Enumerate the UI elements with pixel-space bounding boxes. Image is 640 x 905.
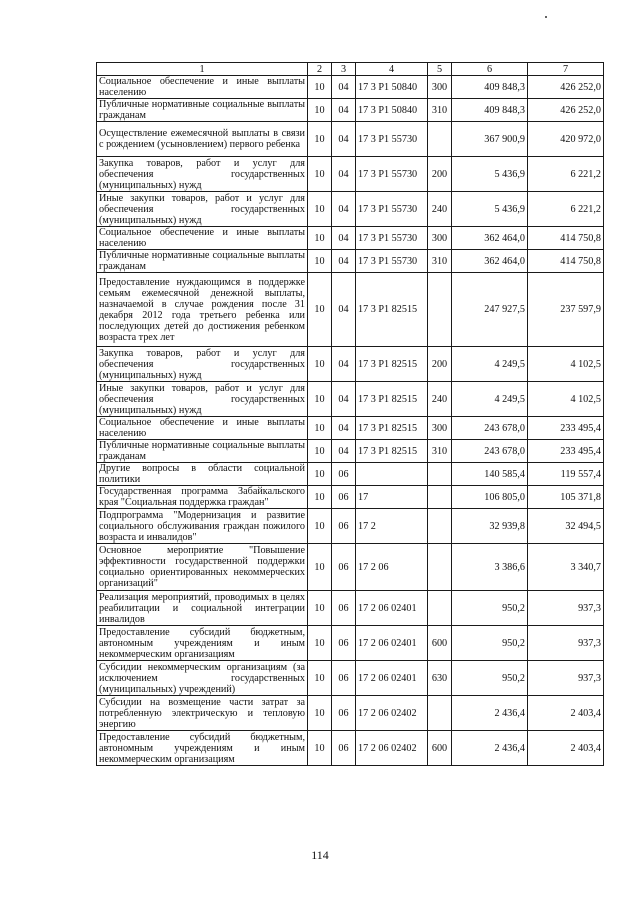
expense-type-code: 600 — [428, 626, 452, 661]
header-cell: 2 — [308, 63, 332, 76]
row-name: Публичные нормативные социальные выплаты гражданам — [97, 99, 308, 122]
amount-year-2: 105 371,8 — [528, 486, 604, 509]
expense-type-code: 240 — [428, 192, 452, 227]
amount-year-2: 414 750,8 — [528, 250, 604, 273]
target-article-code: 17 3 P1 55730 — [356, 192, 428, 227]
target-article-code: 17 2 06 — [356, 544, 428, 591]
target-article-code: 17 3 P1 82515 — [356, 417, 428, 440]
target-article-code: 17 3 P1 55730 — [356, 122, 428, 157]
table-row — [97, 417, 604, 440]
expense-type-code — [428, 696, 452, 731]
table-row — [97, 731, 604, 766]
row-name: Предоставление субсидий бюджетным, автономным учреждениям и иным некоммерческим организациям — [97, 731, 308, 766]
row-name: Публичные нормативные социальные выплаты гражданам — [97, 440, 308, 463]
amount-year-1: 4 249,5 — [452, 347, 528, 382]
scan-speck — [545, 16, 547, 18]
expense-type-code: 300 — [428, 227, 452, 250]
amount-year-1: 409 848,3 — [452, 99, 528, 122]
table-row — [97, 509, 604, 544]
expense-type-code — [428, 122, 452, 157]
table-row — [97, 227, 604, 250]
expense-type-code: 200 — [428, 347, 452, 382]
subsection-code: 06 — [332, 591, 356, 626]
section-code: 10 — [308, 440, 332, 463]
table-row — [97, 463, 604, 486]
row-name: Подпрограмма "Модернизация и развитие социального обслуживания граждан пожилого возраста и инвалидов" — [97, 509, 308, 544]
amount-year-1: 106 805,0 — [452, 486, 528, 509]
row-name: Иные закупки товаров, работ и услуг для обеспечения государственных (муниципальных) нужд — [97, 192, 308, 227]
table-row — [97, 486, 604, 509]
target-article-code: 17 — [356, 486, 428, 509]
amount-year-1: 243 678,0 — [452, 440, 528, 463]
target-article-code: 17 3 P1 50840 — [356, 99, 428, 122]
amount-year-1: 362 464,0 — [452, 250, 528, 273]
header-cell: 3 — [332, 63, 356, 76]
section-code: 10 — [308, 696, 332, 731]
amount-year-1: 2 436,4 — [452, 731, 528, 766]
table-row — [97, 544, 604, 591]
row-name: Публичные нормативные социальные выплаты гражданам — [97, 250, 308, 273]
row-name: Основное мероприятие "Повышение эффективности государственной поддержки социально ориентированных некоммерческих организаций" — [97, 544, 308, 591]
section-code: 10 — [308, 731, 332, 766]
subsection-code: 06 — [332, 696, 356, 731]
subsection-code: 06 — [332, 731, 356, 766]
target-article-code: 17 3 P1 82515 — [356, 347, 428, 382]
row-name: Субсидии некоммерческим организациям (за исключением государственных (муниципальных) учреждений) — [97, 661, 308, 696]
table-header-row — [97, 63, 604, 76]
subsection-code: 04 — [332, 99, 356, 122]
subsection-code: 06 — [332, 544, 356, 591]
subsection-code: 04 — [332, 273, 356, 347]
table-row — [97, 591, 604, 626]
row-name: Иные закупки товаров, работ и услуг для обеспечения государственных (муниципальных) нужд — [97, 382, 308, 417]
section-code: 10 — [308, 544, 332, 591]
table-row — [97, 661, 604, 696]
header-cell: 4 — [356, 63, 428, 76]
subsection-code: 04 — [332, 440, 356, 463]
section-code: 10 — [308, 382, 332, 417]
expense-type-code: 300 — [428, 76, 452, 99]
table-row — [97, 76, 604, 99]
amount-year-2: 2 403,4 — [528, 731, 604, 766]
amount-year-2: 6 221,2 — [528, 157, 604, 192]
page-number: 114 — [311, 848, 329, 862]
amount-year-1: 140 585,4 — [452, 463, 528, 486]
row-name: Предоставление субсидий бюджетным, автономным учреждениям и иным некоммерческим организациям — [97, 626, 308, 661]
table-row — [97, 122, 604, 157]
amount-year-1: 32 939,8 — [452, 509, 528, 544]
expense-type-code — [428, 463, 452, 486]
row-name: Социальное обеспечение и иные выплаты населению — [97, 76, 308, 99]
subsection-code: 04 — [332, 417, 356, 440]
subsection-code: 04 — [332, 227, 356, 250]
amount-year-2: 937,3 — [528, 661, 604, 696]
amount-year-1: 5 436,9 — [452, 157, 528, 192]
subsection-code: 04 — [332, 76, 356, 99]
amount-year-2: 2 403,4 — [528, 696, 604, 731]
amount-year-2: 4 102,5 — [528, 382, 604, 417]
expense-type-code — [428, 273, 452, 347]
target-article-code: 17 3 P1 55730 — [356, 227, 428, 250]
amount-year-1: 367 900,9 — [452, 122, 528, 157]
subsection-code: 06 — [332, 463, 356, 486]
header-cell: 7 — [528, 63, 604, 76]
row-name: Реализация мероприятий, проводимых в целях реабилитации и социальной интеграции инвалидов — [97, 591, 308, 626]
table-row — [97, 696, 604, 731]
table-row — [97, 250, 604, 273]
amount-year-2: 414 750,8 — [528, 227, 604, 250]
amount-year-2: 6 221,2 — [528, 192, 604, 227]
row-name: Государственная программа Забайкальского края "Социальная поддержка граждан" — [97, 486, 308, 509]
amount-year-2: 32 494,5 — [528, 509, 604, 544]
amount-year-1: 243 678,0 — [452, 417, 528, 440]
section-code: 10 — [308, 626, 332, 661]
subsection-code: 06 — [332, 509, 356, 544]
amount-year-2: 4 102,5 — [528, 347, 604, 382]
expense-type-code: 300 — [428, 417, 452, 440]
expense-type-code: 310 — [428, 250, 452, 273]
section-code: 10 — [308, 192, 332, 227]
expense-type-code — [428, 486, 452, 509]
section-code: 10 — [308, 76, 332, 99]
target-article-code: 17 3 P1 50840 — [356, 76, 428, 99]
table-row — [97, 626, 604, 661]
section-code: 10 — [308, 486, 332, 509]
amount-year-2: 426 252,0 — [528, 76, 604, 99]
row-name: Закупка товаров, работ и услуг для обеспечения государственных (муниципальных) нужд — [97, 347, 308, 382]
table-row — [97, 382, 604, 417]
subsection-code: 04 — [332, 192, 356, 227]
amount-year-1: 362 464,0 — [452, 227, 528, 250]
amount-year-2: 233 495,4 — [528, 417, 604, 440]
section-code: 10 — [308, 250, 332, 273]
target-article-code: 17 3 P1 55730 — [356, 157, 428, 192]
expense-type-code — [428, 591, 452, 626]
row-name: Субсидии на возмещение части затрат за потребленную электрическую и тепловую энергию — [97, 696, 308, 731]
amount-year-2: 233 495,4 — [528, 440, 604, 463]
section-code: 10 — [308, 591, 332, 626]
amount-year-2: 426 252,0 — [528, 99, 604, 122]
subsection-code: 04 — [332, 122, 356, 157]
subsection-code: 04 — [332, 347, 356, 382]
target-article-code: 17 3 P1 82515 — [356, 382, 428, 417]
amount-year-2: 3 340,7 — [528, 544, 604, 591]
amount-year-1: 950,2 — [452, 661, 528, 696]
subsection-code: 04 — [332, 157, 356, 192]
subsection-code: 04 — [332, 382, 356, 417]
subsection-code: 06 — [332, 486, 356, 509]
expense-type-code: 600 — [428, 731, 452, 766]
target-article-code: 17 3 P1 82515 — [356, 440, 428, 463]
amount-year-1: 2 436,4 — [452, 696, 528, 731]
amount-year-1: 950,2 — [452, 626, 528, 661]
target-article-code: 17 2 06 02401 — [356, 591, 428, 626]
amount-year-1: 3 386,6 — [452, 544, 528, 591]
section-code: 10 — [308, 227, 332, 250]
row-name: Другие вопросы в области социальной политики — [97, 463, 308, 486]
section-code: 10 — [308, 463, 332, 486]
amount-year-1: 5 436,9 — [452, 192, 528, 227]
target-article-code: 17 2 06 02402 — [356, 696, 428, 731]
subsection-code: 04 — [332, 250, 356, 273]
target-article-code — [356, 463, 428, 486]
section-code: 10 — [308, 157, 332, 192]
expense-type-code — [428, 544, 452, 591]
table-row — [97, 157, 604, 192]
amount-year-1: 247 927,5 — [452, 273, 528, 347]
section-code: 10 — [308, 417, 332, 440]
section-code: 10 — [308, 99, 332, 122]
section-code: 10 — [308, 509, 332, 544]
table-row — [97, 192, 604, 227]
section-code: 10 — [308, 122, 332, 157]
amount-year-2: 119 557,4 — [528, 463, 604, 486]
section-code: 10 — [308, 273, 332, 347]
expense-type-code: 200 — [428, 157, 452, 192]
section-code: 10 — [308, 661, 332, 696]
expense-type-code — [428, 509, 452, 544]
table-row — [97, 273, 604, 347]
subsection-code: 06 — [332, 661, 356, 696]
target-article-code: 17 2 — [356, 509, 428, 544]
row-name: Социальное обеспечение и иные выплаты населению — [97, 227, 308, 250]
expense-type-code: 240 — [428, 382, 452, 417]
target-article-code: 17 3 P1 55730 — [356, 250, 428, 273]
header-cell: 6 — [452, 63, 528, 76]
amount-year-1: 950,2 — [452, 591, 528, 626]
row-name: Предоставление нуждающимся в поддержке семьям ежемесячной денежной выплаты, назначаемой в случае рождения после 31 декабря 2012 года третьего ребенка или последующих детей до достижения ребенком возраста трех лет — [97, 273, 308, 347]
amount-year-2: 420 972,0 — [528, 122, 604, 157]
expense-type-code: 310 — [428, 99, 452, 122]
expense-type-code: 310 — [428, 440, 452, 463]
table-row — [97, 99, 604, 122]
budget-table — [96, 62, 604, 766]
header-cell: 5 — [428, 63, 452, 76]
table-row — [97, 347, 604, 382]
target-article-code: 17 2 06 02401 — [356, 661, 428, 696]
table-row — [97, 440, 604, 463]
row-name: Осуществление ежемесячной выплаты в связи с рождением (усыновлением) первого ребенка — [97, 122, 308, 157]
target-article-code: 17 2 06 02402 — [356, 731, 428, 766]
section-code: 10 — [308, 347, 332, 382]
row-name: Социальное обеспечение и иные выплаты населению — [97, 417, 308, 440]
target-article-code: 17 2 06 02401 — [356, 626, 428, 661]
amount-year-2: 937,3 — [528, 591, 604, 626]
amount-year-2: 937,3 — [528, 626, 604, 661]
header-cell: 1 — [97, 63, 308, 76]
amount-year-1: 409 848,3 — [452, 76, 528, 99]
amount-year-2: 237 597,9 — [528, 273, 604, 347]
expense-type-code: 630 — [428, 661, 452, 696]
subsection-code: 06 — [332, 626, 356, 661]
target-article-code: 17 3 P1 82515 — [356, 273, 428, 347]
row-name: Закупка товаров, работ и услуг для обеспечения государственных (муниципальных) нужд — [97, 157, 308, 192]
amount-year-1: 4 249,5 — [452, 382, 528, 417]
